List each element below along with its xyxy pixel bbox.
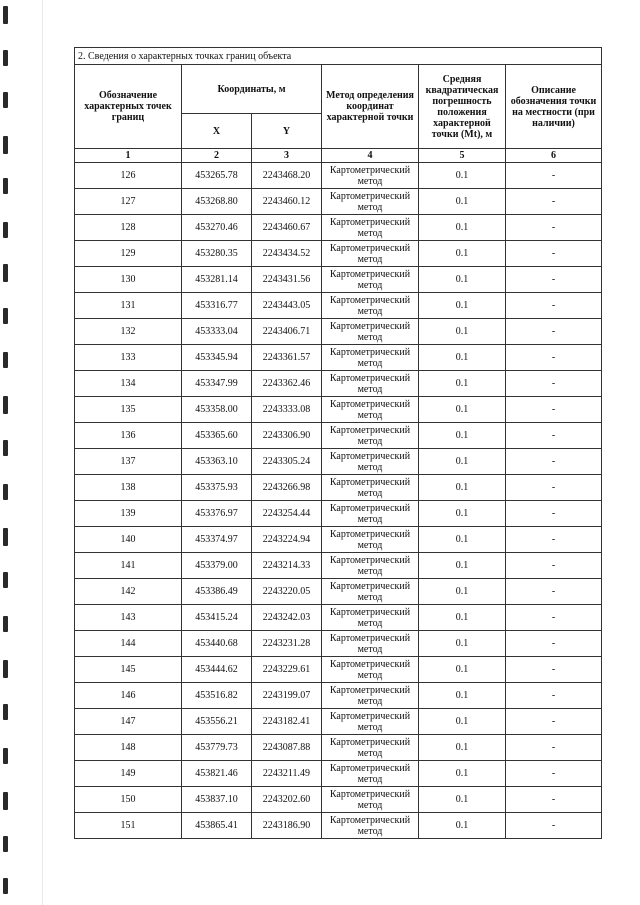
description-cell: - (506, 475, 602, 501)
accuracy-cell: 0.1 (419, 345, 506, 371)
description-cell: - (506, 241, 602, 267)
binder-mark (3, 660, 8, 678)
description-cell: - (506, 709, 602, 735)
binder-mark (3, 50, 8, 66)
x-coordinate-cell: 453265.78 (182, 163, 252, 189)
accuracy-cell: 0.1 (419, 579, 506, 605)
boundary-points-table (74, 47, 602, 839)
accuracy-cell: 0.1 (419, 423, 506, 449)
method-cell: Картометрический метод (322, 423, 419, 449)
point-number-cell: 137 (75, 449, 182, 475)
y-coordinate-cell: 2243468.20 (252, 163, 322, 189)
point-number-cell: 142 (75, 579, 182, 605)
table-row (75, 215, 602, 241)
method-cell: Картометрический метод (322, 735, 419, 761)
method-cell: Картометрический метод (322, 579, 419, 605)
x-coordinate-cell: 453281.14 (182, 267, 252, 293)
point-number-cell: 126 (75, 163, 182, 189)
y-coordinate-cell: 2243224.94 (252, 527, 322, 553)
method-cell: Картометрический метод (322, 215, 419, 241)
x-coordinate-cell: 453779.73 (182, 735, 252, 761)
accuracy-cell: 0.1 (419, 657, 506, 683)
point-number-cell: 139 (75, 501, 182, 527)
page-fold-line (42, 0, 43, 905)
table-row (75, 345, 602, 371)
table-row (75, 475, 602, 501)
description-cell: - (506, 527, 602, 553)
description-cell: - (506, 553, 602, 579)
header-y: Y (252, 114, 322, 149)
binder-mark (3, 528, 8, 546)
accuracy-cell: 0.1 (419, 501, 506, 527)
table-row (75, 709, 602, 735)
description-cell: - (506, 683, 602, 709)
method-cell: Картометрический метод (322, 189, 419, 215)
binder-mark (3, 308, 8, 324)
x-coordinate-cell: 453556.21 (182, 709, 252, 735)
accuracy-cell: 0.1 (419, 241, 506, 267)
accuracy-cell: 0.1 (419, 605, 506, 631)
x-coordinate-cell: 453363.10 (182, 449, 252, 475)
binder-mark (3, 396, 8, 414)
table-row (75, 371, 602, 397)
y-coordinate-cell: 2243431.56 (252, 267, 322, 293)
description-cell: - (506, 215, 602, 241)
description-cell: - (506, 267, 602, 293)
table-row (75, 423, 602, 449)
table-row (75, 553, 602, 579)
table-row (75, 527, 602, 553)
point-number-cell: 147 (75, 709, 182, 735)
description-cell: - (506, 813, 602, 839)
point-number-cell: 132 (75, 319, 182, 345)
method-cell: Картометрический метод (322, 761, 419, 787)
description-cell: - (506, 345, 602, 371)
method-cell: Картометрический метод (322, 501, 419, 527)
method-cell: Картометрический метод (322, 709, 419, 735)
table-row (75, 657, 602, 683)
y-coordinate-cell: 2243186.90 (252, 813, 322, 839)
binder-mark (3, 616, 8, 632)
header-description: Описание обозначения точки на местности (при наличии) (506, 65, 602, 149)
accuracy-cell: 0.1 (419, 189, 506, 215)
method-cell: Картометрический метод (322, 449, 419, 475)
method-cell: Картометрический метод (322, 787, 419, 813)
accuracy-cell: 0.1 (419, 293, 506, 319)
y-coordinate-cell: 2243406.71 (252, 319, 322, 345)
y-coordinate-cell: 2243229.61 (252, 657, 322, 683)
point-number-cell: 151 (75, 813, 182, 839)
method-cell: Картометрический метод (322, 319, 419, 345)
binder-mark (3, 6, 8, 24)
y-coordinate-cell: 2243254.44 (252, 501, 322, 527)
table-row (75, 683, 602, 709)
column-number: 2 (182, 149, 252, 163)
description-cell: - (506, 189, 602, 215)
method-cell: Картометрический метод (322, 163, 419, 189)
table-row (75, 579, 602, 605)
accuracy-cell: 0.1 (419, 163, 506, 189)
point-number-cell: 144 (75, 631, 182, 657)
header-designation: Обозначение характерных точек границ (75, 65, 182, 149)
binder-mark (3, 572, 8, 588)
x-coordinate-cell: 453440.68 (182, 631, 252, 657)
binder-mark (3, 178, 8, 194)
accuracy-cell: 0.1 (419, 215, 506, 241)
section-title: 2. Сведения о характерных точках границ объекта (75, 48, 602, 65)
point-number-cell: 130 (75, 267, 182, 293)
method-cell: Картометрический метод (322, 813, 419, 839)
binder-mark (3, 484, 8, 500)
accuracy-cell: 0.1 (419, 735, 506, 761)
y-coordinate-cell: 2243460.12 (252, 189, 322, 215)
x-coordinate-cell: 453374.97 (182, 527, 252, 553)
description-cell: - (506, 371, 602, 397)
method-cell: Картометрический метод (322, 527, 419, 553)
table-row (75, 813, 602, 839)
table-row (75, 631, 602, 657)
point-number-cell: 148 (75, 735, 182, 761)
x-coordinate-cell: 453379.00 (182, 553, 252, 579)
method-cell: Картометрический метод (322, 683, 419, 709)
binder-mark (3, 878, 8, 894)
y-coordinate-cell: 2243220.05 (252, 579, 322, 605)
accuracy-cell: 0.1 (419, 267, 506, 293)
description-cell: - (506, 423, 602, 449)
accuracy-cell: 0.1 (419, 787, 506, 813)
column-number: 3 (252, 149, 322, 163)
method-cell: Картометрический метод (322, 553, 419, 579)
binder-mark (3, 136, 8, 154)
header-method: Метод определения координат характерной точки (322, 65, 419, 149)
binder-mark (3, 264, 8, 282)
description-cell: - (506, 579, 602, 605)
y-coordinate-cell: 2243460.67 (252, 215, 322, 241)
x-coordinate-cell: 453333.04 (182, 319, 252, 345)
x-coordinate-cell: 453865.41 (182, 813, 252, 839)
binder-mark (3, 440, 8, 456)
point-number-cell: 135 (75, 397, 182, 423)
header-error: Средняя квадратическая погрешность положения характерной точки (Mt), м (419, 65, 506, 149)
binder-mark (3, 704, 8, 720)
description-cell: - (506, 501, 602, 527)
y-coordinate-cell: 2243333.08 (252, 397, 322, 423)
x-coordinate-cell: 453358.00 (182, 397, 252, 423)
header-x: X (182, 114, 252, 149)
accuracy-cell: 0.1 (419, 371, 506, 397)
x-coordinate-cell: 453347.99 (182, 371, 252, 397)
accuracy-cell: 0.1 (419, 761, 506, 787)
x-coordinate-cell: 453386.49 (182, 579, 252, 605)
table-row (75, 605, 602, 631)
table-row (75, 501, 602, 527)
point-number-cell: 129 (75, 241, 182, 267)
table-row (75, 189, 602, 215)
accuracy-cell: 0.1 (419, 527, 506, 553)
x-coordinate-cell: 453376.97 (182, 501, 252, 527)
x-coordinate-cell: 453345.94 (182, 345, 252, 371)
y-coordinate-cell: 2243443.05 (252, 293, 322, 319)
method-cell: Картометрический метод (322, 371, 419, 397)
description-cell: - (506, 293, 602, 319)
column-number-row (75, 149, 602, 163)
description-cell: - (506, 631, 602, 657)
description-cell: - (506, 657, 602, 683)
point-number-cell: 140 (75, 527, 182, 553)
table-row (75, 293, 602, 319)
point-number-cell: 146 (75, 683, 182, 709)
x-coordinate-cell: 453270.46 (182, 215, 252, 241)
y-coordinate-cell: 2243211.49 (252, 761, 322, 787)
description-cell: - (506, 761, 602, 787)
method-cell: Картометрический метод (322, 241, 419, 267)
description-cell: - (506, 397, 602, 423)
column-number: 1 (75, 149, 182, 163)
x-coordinate-cell: 453365.60 (182, 423, 252, 449)
accuracy-cell: 0.1 (419, 631, 506, 657)
accuracy-cell: 0.1 (419, 397, 506, 423)
point-number-cell: 149 (75, 761, 182, 787)
method-cell: Картометрический метод (322, 631, 419, 657)
y-coordinate-cell: 2243182.41 (252, 709, 322, 735)
table-row (75, 787, 602, 813)
point-number-cell: 131 (75, 293, 182, 319)
column-number: 5 (419, 149, 506, 163)
y-coordinate-cell: 2243306.90 (252, 423, 322, 449)
header-coordinates: Координаты, м (182, 65, 322, 114)
x-coordinate-cell: 453415.24 (182, 605, 252, 631)
table-row (75, 735, 602, 761)
accuracy-cell: 0.1 (419, 709, 506, 735)
y-coordinate-cell: 2243361.57 (252, 345, 322, 371)
y-coordinate-cell: 2243362.46 (252, 371, 322, 397)
binder-mark (3, 836, 8, 852)
binder-mark (3, 222, 8, 238)
x-coordinate-cell: 453268.80 (182, 189, 252, 215)
table-row (75, 397, 602, 423)
binder-mark (3, 92, 8, 108)
point-number-cell: 141 (75, 553, 182, 579)
binder-mark (3, 352, 8, 368)
binder-mark (3, 792, 8, 810)
point-number-cell: 127 (75, 189, 182, 215)
description-cell: - (506, 605, 602, 631)
x-coordinate-cell: 453280.35 (182, 241, 252, 267)
point-number-cell: 145 (75, 657, 182, 683)
description-cell: - (506, 449, 602, 475)
point-number-cell: 150 (75, 787, 182, 813)
method-cell: Картометрический метод (322, 605, 419, 631)
description-cell: - (506, 787, 602, 813)
accuracy-cell: 0.1 (419, 319, 506, 345)
method-cell: Картометрический метод (322, 657, 419, 683)
y-coordinate-cell: 2243087.88 (252, 735, 322, 761)
method-cell: Картометрический метод (322, 475, 419, 501)
accuracy-cell: 0.1 (419, 475, 506, 501)
table-row (75, 319, 602, 345)
point-number-cell: 136 (75, 423, 182, 449)
column-number: 6 (506, 149, 602, 163)
description-cell: - (506, 735, 602, 761)
method-cell: Картометрический метод (322, 397, 419, 423)
y-coordinate-cell: 2243199.07 (252, 683, 322, 709)
table-row (75, 761, 602, 787)
x-coordinate-cell: 453316.77 (182, 293, 252, 319)
point-number-cell: 133 (75, 345, 182, 371)
y-coordinate-cell: 2243242.03 (252, 605, 322, 631)
point-number-cell: 138 (75, 475, 182, 501)
binder-mark (3, 748, 8, 764)
table-row (75, 163, 602, 189)
column-number: 4 (322, 149, 419, 163)
x-coordinate-cell: 453821.46 (182, 761, 252, 787)
method-cell: Картометрический метод (322, 293, 419, 319)
accuracy-cell: 0.1 (419, 813, 506, 839)
accuracy-cell: 0.1 (419, 449, 506, 475)
table-row (75, 449, 602, 475)
binder-holes-strip (0, 0, 14, 905)
point-number-cell: 134 (75, 371, 182, 397)
table-row (75, 267, 602, 293)
accuracy-cell: 0.1 (419, 683, 506, 709)
y-coordinate-cell: 2243214.33 (252, 553, 322, 579)
y-coordinate-cell: 2243434.52 (252, 241, 322, 267)
x-coordinate-cell: 453444.62 (182, 657, 252, 683)
y-coordinate-cell: 2243231.28 (252, 631, 322, 657)
point-number-cell: 128 (75, 215, 182, 241)
y-coordinate-cell: 2243202.60 (252, 787, 322, 813)
x-coordinate-cell: 453837.10 (182, 787, 252, 813)
description-cell: - (506, 163, 602, 189)
x-coordinate-cell: 453375.93 (182, 475, 252, 501)
table-row (75, 241, 602, 267)
x-coordinate-cell: 453516.82 (182, 683, 252, 709)
y-coordinate-cell: 2243305.24 (252, 449, 322, 475)
description-cell: - (506, 319, 602, 345)
method-cell: Картометрический метод (322, 345, 419, 371)
method-cell: Картометрический метод (322, 267, 419, 293)
accuracy-cell: 0.1 (419, 553, 506, 579)
point-number-cell: 143 (75, 605, 182, 631)
y-coordinate-cell: 2243266.98 (252, 475, 322, 501)
